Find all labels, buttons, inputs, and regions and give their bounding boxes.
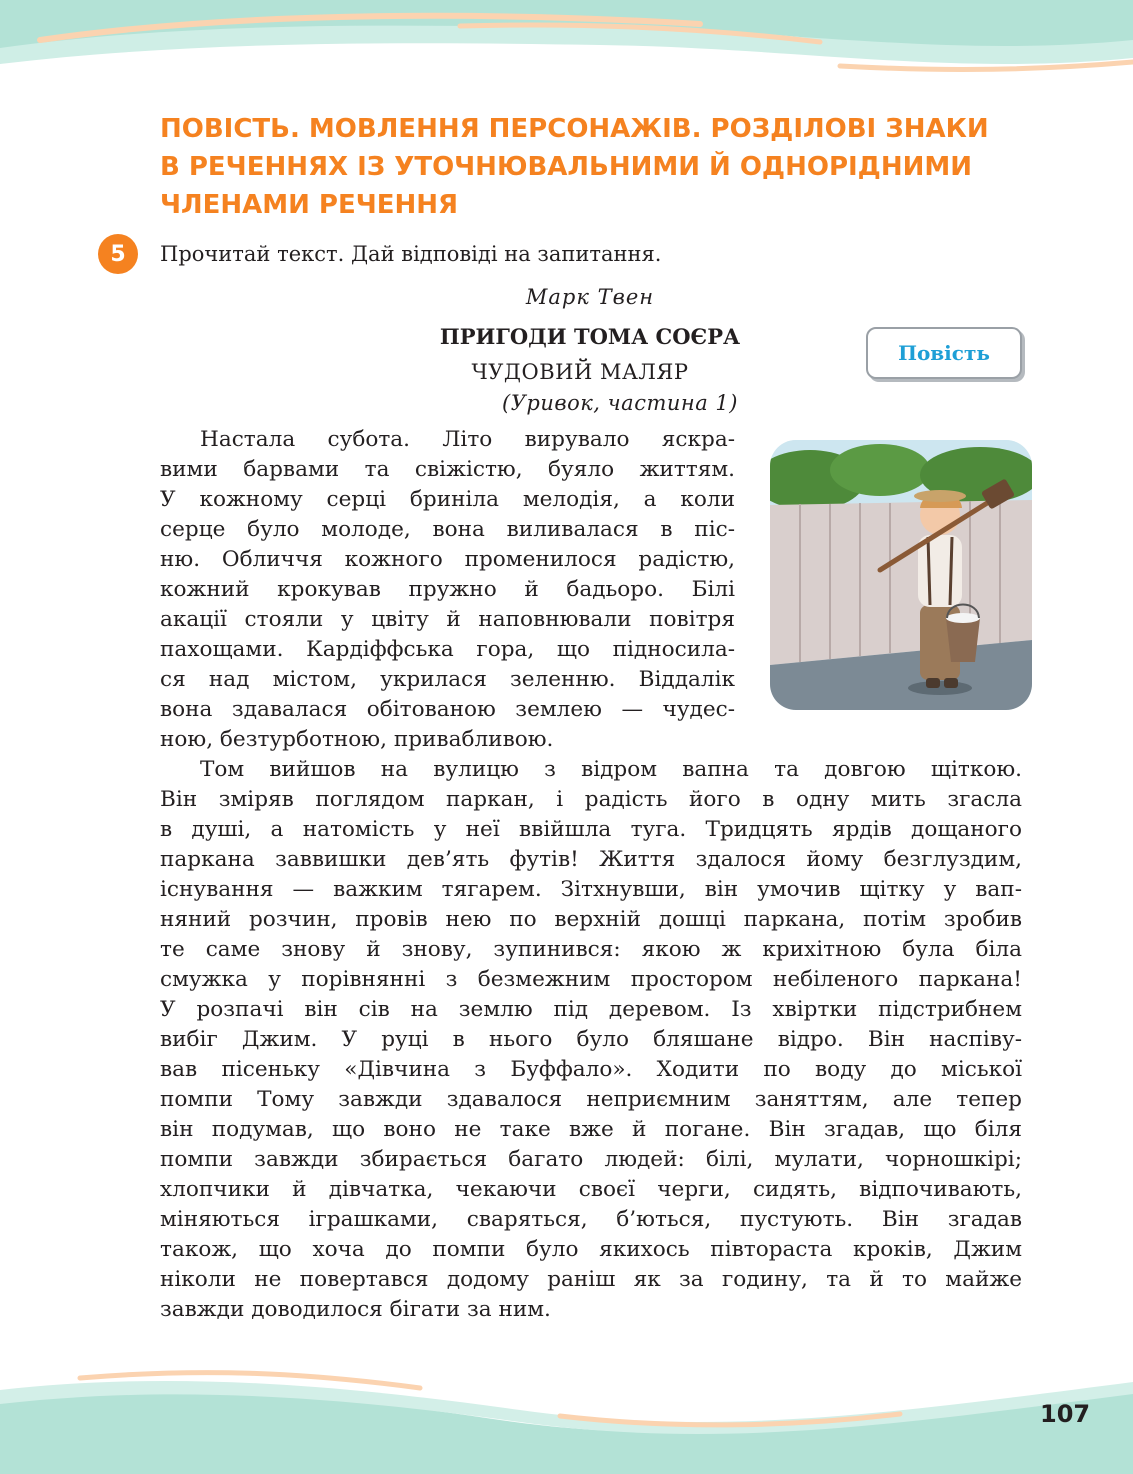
text-line: серце було молоде, вона виливалася в піс-: [160, 517, 735, 542]
page-number: 107: [1040, 1400, 1091, 1428]
bottom-decoration: [0, 1360, 1133, 1474]
text-line: няний розчин, провів нею по верхній дошці паркана, потім зробив: [160, 907, 1022, 932]
text-line: помпи Тому завжди здавалося неприємним заняттям, але тепер: [160, 1087, 1022, 1112]
excerpt-note: (Уривок, частина 1): [502, 391, 738, 415]
text-line: акації стояли у цвіту й наповнювали повітря: [160, 607, 735, 632]
text-line: помпи завжди збирається багато людей: білі, мулати, чорношкірі;: [160, 1147, 1022, 1172]
text-line: міняються іграшками, сваряться, б’ються, пустують. Він згадав: [160, 1207, 1022, 1232]
task-instruction: Прочитай текст. Дай відповіді на запитання.: [160, 242, 662, 266]
text-line: хлопчики й дівчатка, чекаючи своєї черги, сидять, відпочивають,: [160, 1177, 1022, 1202]
text-line: пахощами. Кардіффська гора, що підносила-: [160, 637, 735, 662]
heading-line: В РЕЧЕННЯХ ІЗ УТОЧНЮВАЛЬНИМИ Й ОДНОРІДНИМИ: [160, 152, 972, 182]
boy-painting-fence-illustration: [770, 440, 1032, 710]
text-line: кожний крокував пружно й бадьоро. Білі: [160, 577, 735, 602]
text-line: ся над містом, укрилася зеленню. Віддалік: [160, 667, 735, 692]
text-line: те саме знову й знову, зупинився: якою ж крихітною була біла: [160, 937, 1022, 962]
page-heading: [160, 110, 1060, 224]
text-line: Настала субота. Літо вирувало яскра-: [200, 427, 735, 452]
text-line: ною, безтурботною, привабливою.: [160, 727, 554, 752]
text-line: вав пісеньку «Дівчина з Буффало». Ходити по воду до міської: [160, 1057, 1022, 1082]
text-line: вибіг Джим. У руці в нього було бляшане відро. Він наспіву-: [160, 1027, 1022, 1052]
text-line: Том вийшов на вулицю з відром вапна та довгою щіткою.: [200, 757, 1022, 782]
text-line: ніколи не повертався додому раніш як за годину, та й то майже: [160, 1267, 1022, 1292]
text-line: ню. Обличчя кожного променилося радістю,: [160, 547, 735, 572]
top-decoration: [0, 0, 1133, 90]
chapter-title: ЧУДОВИЙ МАЛЯР: [471, 360, 689, 384]
story-paragraph-1: [160, 425, 735, 755]
heading-line: ЧЛЕНАМИ РЕЧЕННЯ: [160, 190, 459, 220]
text-line: У кожному серці бриніла мелодія, а коли: [160, 487, 735, 512]
story-title: ПРИГОДИ ТОМА СОЄРА: [439, 324, 741, 349]
text-line: Він зміряв поглядом паркан, і радість його в одну мить згасла: [160, 787, 1022, 812]
text-line: паркана заввишки дев’ять футів! Життя здалося йому безглуздим,: [160, 847, 1022, 872]
text-line: в душі, а натомість у неї ввійшла туга. Тридцять ярдів дощаного: [160, 817, 1022, 842]
text-line: існування — важким тягарем. Зітхнувши, він умочив щітку у вап-: [160, 877, 1022, 902]
text-line: вими барвами та свіжістю, буяло життям.: [160, 457, 735, 482]
text-line: смужка у порівнянні з безмежним простором небіленого паркана!: [160, 967, 1022, 992]
text-line: вона здавалася обітованою землею — чудес-: [160, 697, 735, 722]
text-line: також, що хоча до помпи було якихось півтораста кроків, Джим: [160, 1237, 1022, 1262]
text-line: У розпачі він сів на землю під деревом. Із хвіртки підстрибнем: [160, 997, 1022, 1022]
text-line: він подумав, що воно не таке вже й погане. Він згадав, що біля: [160, 1117, 1022, 1142]
text-line: завжди доводилося бігати за ним.: [160, 1297, 551, 1322]
task-number-badge: 5: [98, 234, 138, 274]
heading-line: ПОВІСТЬ. МОВЛЕННЯ ПЕРСОНАЖІВ. РОЗДІЛОВІ ЗНАКИ: [160, 114, 989, 144]
genre-label: Повість: [866, 327, 1022, 379]
story-author: Марк Твен: [525, 285, 655, 309]
illustration-icon: [770, 440, 1032, 710]
story-paragraph-2: [160, 755, 1022, 1325]
